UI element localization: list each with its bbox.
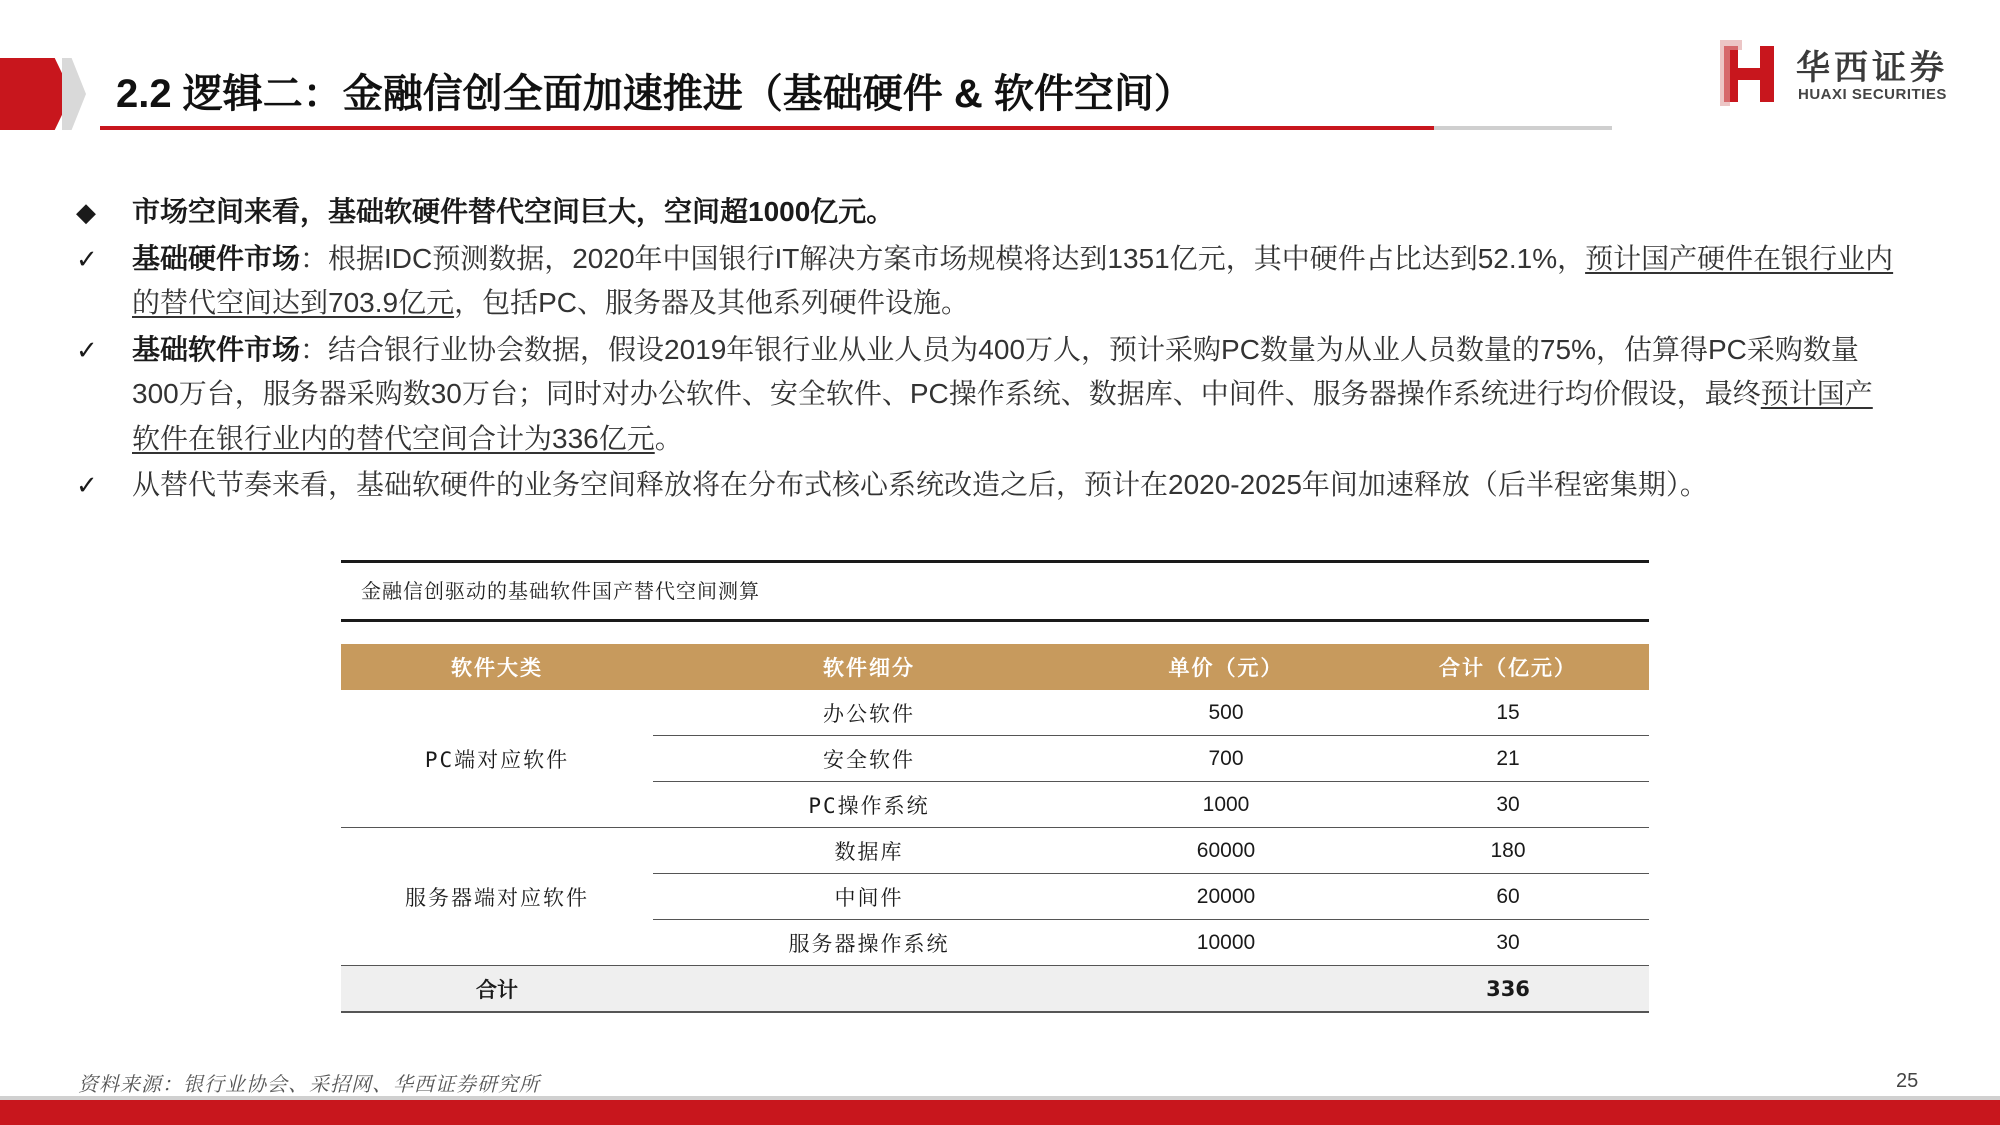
bullet-underlined-text: 预计国产软件在银行业内的替代空间合计为336亿元 <box>132 378 1873 454</box>
logo-english-name: HUAXI SECURITIES <box>1798 86 1947 103</box>
bullet-text: 从替代节奏来看，基础软硬件的业务空间释放将在分布式核心系统改造之后，预计在2020-2025年间加速释放（后半程密集期）。 <box>132 469 1708 500</box>
software-space-table <box>341 560 1649 1013</box>
grand-total-cell: 336 <box>1367 966 1649 1013</box>
subcategory-cell: 数据库 <box>653 828 1085 874</box>
bullet-text: 市场空间来看，基础软硬件替代空间巨大，空间超1000亿元。 <box>132 196 895 227</box>
source-note: 资料来源：银行业协会、采招网、华西证券研究所 <box>78 1072 540 1096</box>
total-cell: 30 <box>1367 920 1649 966</box>
column-header: 软件大类 <box>341 644 653 690</box>
bullet-text: ：根据IDC预测数据，2020年中国银行IT解决方案市场规模将达到1351亿元，其中硬件占比达到52.1%， <box>300 242 1586 274</box>
bullet-software-market <box>76 328 1896 462</box>
footer-bar-red <box>0 1100 2000 1125</box>
total-label-cell: 合计 <box>341 966 653 1013</box>
column-header: 单价（元） <box>1085 644 1367 690</box>
data-table <box>341 644 1649 1013</box>
subcategory-cell: PC操作系统 <box>653 782 1085 828</box>
bullet-heading: 基础软件市场 <box>132 333 301 365</box>
title-accent-shadow <box>62 58 86 130</box>
table-header-row <box>341 644 1649 690</box>
total-cell: 15 <box>1367 690 1649 736</box>
total-cell: 180 <box>1367 828 1649 874</box>
subcategory-cell: 服务器操作系统 <box>653 920 1085 966</box>
category-cell: 服务器端对应软件 <box>341 828 653 966</box>
total-cell: 21 <box>1367 736 1649 782</box>
check-icon: ✓ <box>76 334 98 365</box>
price-cell: 700 <box>1085 736 1367 782</box>
category-cell: PC端对应软件 <box>341 690 653 828</box>
company-logo <box>1720 40 1960 110</box>
empty-cell <box>653 966 1085 1013</box>
bullet-replacement-pace <box>76 463 1896 508</box>
bullet-text-tail: ，包括PC、服务器及其他系列硬件设施。 <box>454 287 969 318</box>
column-header: 软件细分 <box>653 644 1085 690</box>
title-accent-tab <box>0 58 72 130</box>
bullet-text: ：结合银行业协会数据，假设2019年银行业从业人员为400万人，预计采购PC数量为从业人员数量的75%，估算得PC采购数量300万台，服务器采购数30万台；同时对办公软件、安全软件、PC操作系统、数据库、中间件、服务器操作系统进行均价假设，最终 <box>132 333 1859 409</box>
total-cell: 60 <box>1367 874 1649 920</box>
bullet-underlined-text: 预计国产硬件在银行业内的替代空间达到703.9亿元 <box>132 242 1894 318</box>
check-icon: ✓ <box>76 470 98 500</box>
table-row <box>341 690 1649 736</box>
diamond-bullet-icon: ◆ <box>76 197 96 227</box>
price-cell: 20000 <box>1085 874 1367 920</box>
title-underline-grey <box>1434 126 1612 130</box>
price-cell: 1000 <box>1085 782 1367 828</box>
subcategory-cell: 办公软件 <box>653 690 1085 736</box>
subcategory-cell: 安全软件 <box>653 736 1085 782</box>
column-header: 合计（亿元） <box>1367 644 1649 690</box>
price-cell: 500 <box>1085 690 1367 736</box>
page-title: 2.2 逻辑二：金融信创全面加速推进（基础硬件 & 软件空间） <box>116 72 1194 116</box>
check-icon: ✓ <box>76 243 98 274</box>
table-caption: 金融信创驱动的基础软件国产替代空间测算 <box>341 560 1649 622</box>
empty-cell <box>1085 966 1367 1013</box>
table-row <box>341 828 1649 874</box>
bullet-list <box>76 190 1896 510</box>
bullet-heading: 基础硬件市场 <box>132 242 301 274</box>
bullet-text-tail: 。 <box>654 422 683 454</box>
page-number: 25 <box>1896 1070 1919 1092</box>
total-cell: 30 <box>1367 782 1649 828</box>
logo-chinese-name: 华西证券 <box>1796 48 1948 88</box>
price-cell: 10000 <box>1085 920 1367 966</box>
price-cell: 60000 <box>1085 828 1367 874</box>
subcategory-cell: 中间件 <box>653 874 1085 920</box>
bullet-hardware-market <box>76 237 1896 326</box>
bullet-market-space <box>76 190 1896 235</box>
table-total-row <box>341 966 1649 1013</box>
title-underline-red <box>100 126 1434 130</box>
huaxi-logo-icon <box>1720 40 1778 106</box>
